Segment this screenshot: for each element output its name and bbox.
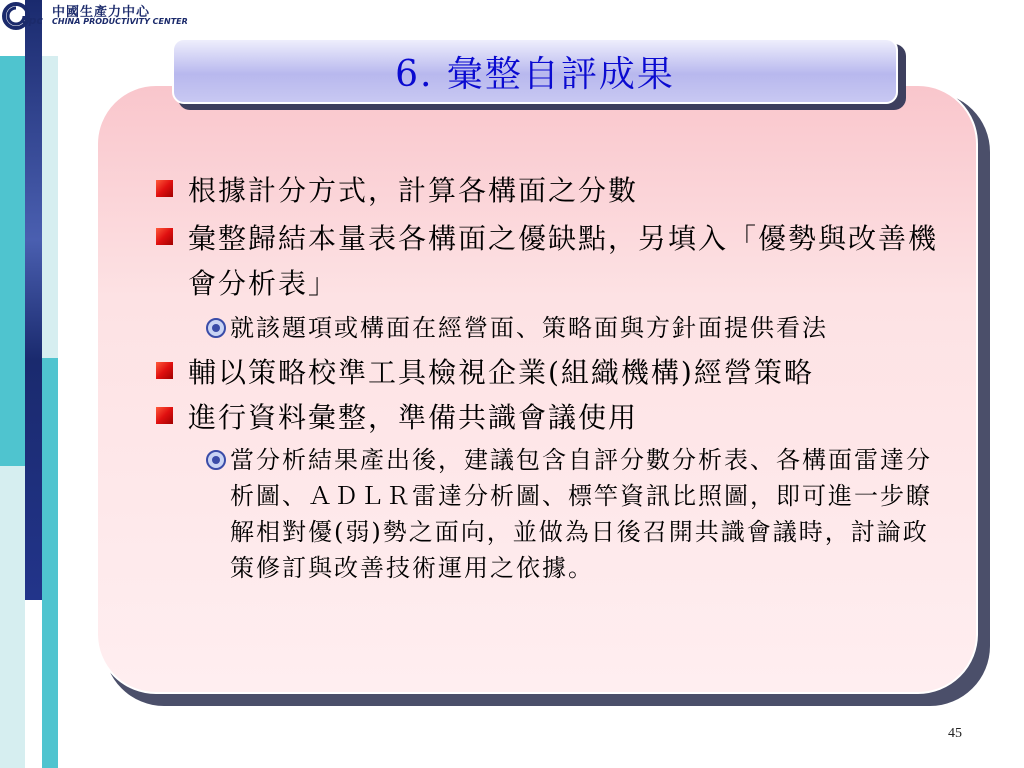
decor-stripe-pale <box>0 466 25 768</box>
cpc-logo-icon <box>2 2 48 30</box>
red-square-icon <box>156 362 173 379</box>
red-square-icon <box>156 228 173 245</box>
logo-english-name: CHINA PRODUCTIVITY CENTER <box>52 17 188 26</box>
sub-bullet-text: 當分析結果產出後，建議包含自評分數分析表、各構面雷達分析圖、ＡＤＬＲ雷達分析圖、標竿資訊比照圖，即可進一步瞭解相對優(弱)勢之面向，並做為日後召開共識會議時，討論政策修訂與改善技術運用之依據。 <box>230 446 932 582</box>
bullet-text: 根據計分方式，計算各構面之分數 <box>188 174 639 207</box>
blue-circle-icon <box>205 317 227 339</box>
sub-bullet-item <box>150 310 970 346</box>
bullet-item <box>150 350 970 395</box>
cpc-logo <box>0 0 200 32</box>
bullet-text: 彙整歸結本量表各構面之優缺點，另填入「優勢與改善機會分析表」 <box>188 222 939 300</box>
title-bar <box>172 38 898 104</box>
svg-text:cpc: cpc <box>22 14 43 27</box>
sub-bullet-text: 就該題項或構面在經營面、策略面與方針面提供看法 <box>230 314 828 342</box>
decor-stripe-pale-right <box>42 56 58 358</box>
page-number: 45 <box>948 726 962 741</box>
slide-title: 6. 彙整自評成果 <box>395 53 675 95</box>
red-square-icon <box>156 407 173 424</box>
logo-chinese-name: 中國生產力中心 <box>52 5 151 20</box>
bullet-item <box>150 216 948 306</box>
decor-stripe-teal <box>0 56 25 466</box>
bullet-list <box>150 168 970 586</box>
sub-bullet-item <box>150 442 950 586</box>
decor-stripe-navy <box>25 0 42 600</box>
decor-stripe-teal-right <box>42 358 58 768</box>
bullet-item <box>150 395 970 440</box>
bullet-item <box>150 168 970 213</box>
blue-circle-icon <box>205 449 227 471</box>
red-square-icon <box>156 180 173 197</box>
bullet-text: 進行資料彙整，準備共識會議使用 <box>188 401 639 434</box>
bullet-text: 輔以策略校準工具檢視企業(組織機構)經營策略 <box>188 356 814 389</box>
